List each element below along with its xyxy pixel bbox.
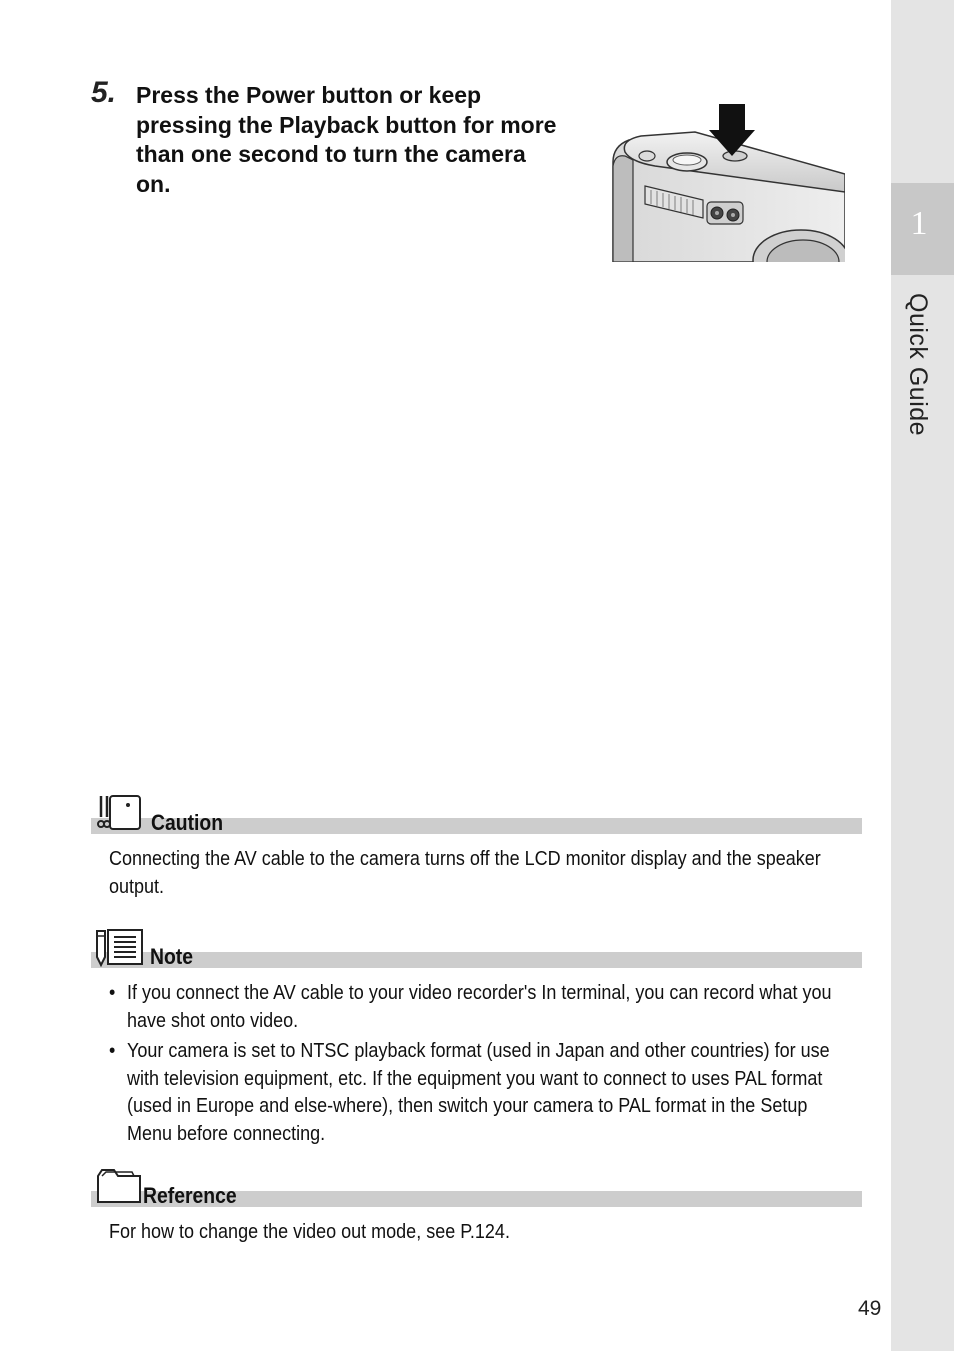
- note-header: [91, 928, 862, 968]
- caution-icon: [94, 793, 144, 833]
- reference-header: [91, 1167, 862, 1207]
- note-title: Note: [150, 944, 194, 969]
- camera-power-button-illustration: [611, 100, 845, 262]
- page-number: 49: [858, 1297, 882, 1320]
- caution-title: Caution: [151, 810, 224, 835]
- note-item-text: If you connect the AV cable to your video recorder's In terminal, you can record what you have shot onto video.: [127, 982, 832, 1032]
- reference-title: Reference: [143, 1183, 237, 1208]
- note-item: [109, 980, 856, 1035]
- note-header-bar: [91, 952, 862, 968]
- note-item-text: Your camera is set to NTSC playback format (used in Japan and other countries) for use with television equipment, etc. If the equipment you want to connect to uses PAL format (used in Europe and else-where), then switch your camera to PAL format in the Setup Menu before connecting.: [127, 1040, 830, 1145]
- note-icon: [94, 927, 144, 967]
- step-number: 5.: [91, 76, 117, 109]
- note-list: [109, 980, 856, 1151]
- bullet-point: •: [109, 1040, 116, 1062]
- note-item: [109, 1038, 856, 1148]
- caution-text: Connecting the AV cable to the camera turns off the LCD monitor display and the speaker output.: [109, 848, 821, 898]
- caution-header: [91, 794, 862, 834]
- bullet-point: •: [109, 982, 116, 1004]
- chapter-number: 1: [910, 205, 928, 242]
- step-instruction: Press the Power button or keep pressing the Playback button for more than one second to turn the camera on.: [136, 82, 557, 197]
- reference-text: For how to change the video out mode, see P.124.: [109, 1221, 510, 1243]
- chapter-label: Quick Guide: [904, 293, 932, 437]
- reference-folder-icon: [94, 1166, 144, 1206]
